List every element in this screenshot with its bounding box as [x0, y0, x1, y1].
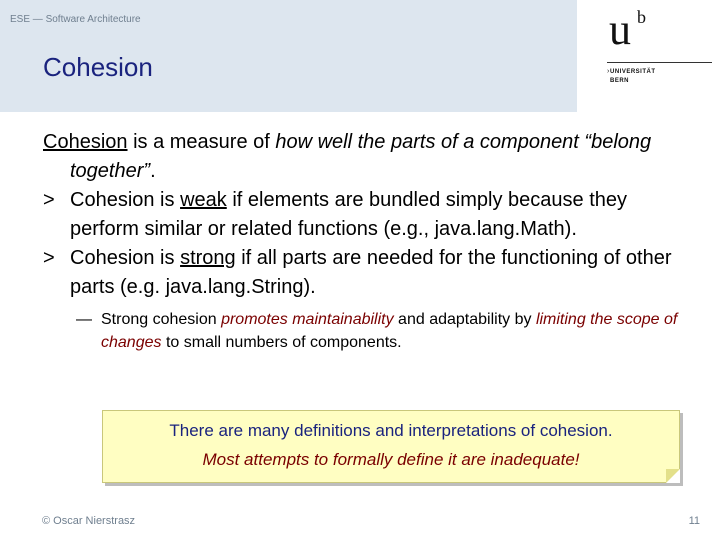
- university-logo: [607, 5, 712, 98]
- slide-title: Cohesion: [43, 52, 153, 82]
- definition-paragraph: [43, 128, 683, 186]
- sticky-note: [102, 410, 680, 483]
- bullet-strong-pre: Cohesion is: [70, 247, 181, 269]
- logo-line2: BERN: [610, 78, 630, 84]
- definition-end: .: [150, 160, 156, 182]
- logo-u: u: [609, 5, 631, 54]
- note-line-2: Most attempts to formally define it are inadequate!: [202, 450, 580, 469]
- sub-text-2: and adaptability by: [393, 311, 536, 328]
- bullet-weak-post: if elements are bundled simply because they perform similar or related functions (e.g., java.lang.Math).: [70, 189, 627, 240]
- sub-bullet-dash: —: [76, 311, 92, 328]
- note-folded-corner: [666, 469, 680, 483]
- bullet-marker: >: [43, 189, 55, 211]
- logo-chevron-icon: ›: [607, 68, 610, 75]
- term-strong: strong: [180, 247, 236, 269]
- bullet-weak: [43, 186, 683, 244]
- logo-b: b: [637, 7, 646, 27]
- sub-bullet-strong-cohesion: [76, 308, 683, 354]
- slide-header: [0, 0, 577, 112]
- sub-text-3: to small numbers of components.: [161, 334, 402, 351]
- course-title: ESE — Software Architecture: [10, 14, 141, 25]
- sub-emphasis-2: limiting the scope of changes: [101, 311, 678, 351]
- footer-author: © Oscar Nierstrasz: [42, 515, 136, 527]
- logo-line1: UNIVERSITÄT: [610, 69, 656, 75]
- definition-text: is a measure of: [127, 131, 276, 153]
- page-number: 11: [688, 515, 700, 527]
- bullet-strong-post: if all parts are needed for the functioning of other parts (e.g. java.lang.String).: [70, 247, 672, 298]
- logo-university-name: [610, 68, 656, 86]
- term-weak: weak: [180, 189, 227, 211]
- sub-emphasis-1: promotes maintainability: [221, 311, 394, 328]
- definition-emphasis: how well the parts of a component “belong together”: [70, 131, 652, 182]
- term-cohesion: Cohesion: [43, 131, 128, 153]
- bullet-marker: >: [43, 247, 55, 269]
- bullet-strong: [43, 244, 683, 302]
- note-line-1: There are many definitions and interpretations of cohesion.: [169, 421, 613, 440]
- sub-text-1: Strong cohesion: [101, 311, 222, 328]
- bullet-weak-pre: Cohesion is: [70, 189, 181, 211]
- logo-divider: [607, 62, 712, 63]
- slide-body: [43, 128, 683, 354]
